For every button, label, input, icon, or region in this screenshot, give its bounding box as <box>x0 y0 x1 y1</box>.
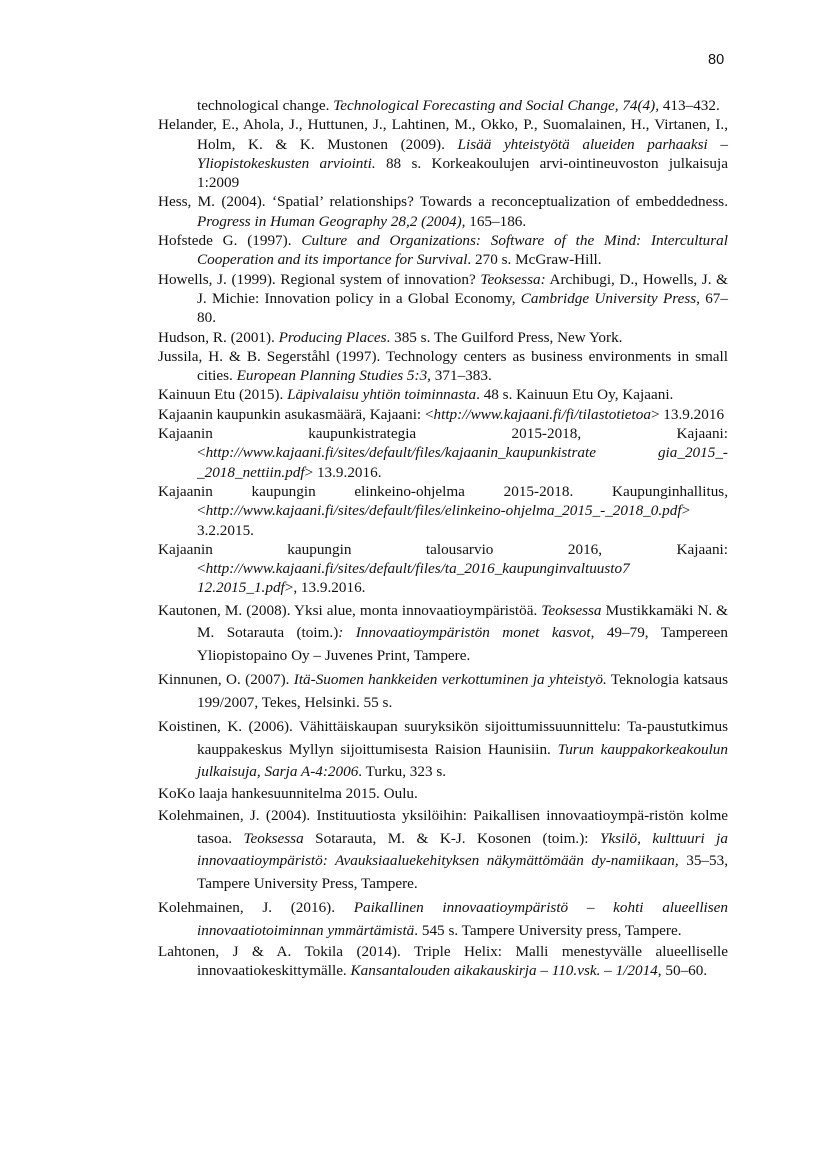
reference-italic-text: http://www.kajaani.fi/sites/default/files/elinkeino-ohjelma_2015_-_2018_0.pdf <box>205 502 682 520</box>
reference-text: Howells, J. (1999). Regional system of innovation? <box>158 270 481 288</box>
reference-italic-text: Culture and Organizations: Software of the Mind: Intercultural Cooperation and its importance for Survival <box>197 232 728 269</box>
reference-text: Kajaanin kaupunkin asukasmäärä, Kajaani: < <box>158 405 434 423</box>
reference-text: Kolehmainen, J. (2016). <box>158 899 354 917</box>
reference-entry <box>158 600 728 668</box>
reference-text: 165–186. <box>465 212 527 230</box>
reference-text: . 270 s. McGraw-Hill. <box>467 251 602 269</box>
reference-entry <box>158 405 728 424</box>
reference-entry <box>158 784 728 803</box>
reference-text: . 385 s. The Guilford Press, New York. <box>386 328 623 346</box>
reference-text: Jussila, H. & B. Segerståhl (1997). Technology centers as business environments in small cities. <box>158 347 728 385</box>
reference-text: Kautonen, M. (2008). Yksi alue, monta innovaatioympäristöä. <box>158 601 542 619</box>
reference-italic-text: Teoksessa: <box>480 270 546 288</box>
reference-entry <box>158 424 728 482</box>
reference-entry <box>158 385 728 404</box>
reference-text: , 50–60. <box>657 962 708 980</box>
reference-entry <box>158 96 728 115</box>
reference-text: 413–432. <box>659 97 720 114</box>
reference-entry <box>158 540 728 598</box>
reference-entry <box>158 270 728 328</box>
reference-text: Lahtonen, J & A. Tokila (2014). Triple Helix: Malli menestyvälle alueelliselle innovaatiokeskittymälle. <box>158 943 728 980</box>
reference-text: Teknologia katsaus 199/2007, Tekes, Helsinki. 55 s. <box>197 671 729 711</box>
reference-italic-text: Läpivalaisu yhtiön toiminnasta <box>287 386 477 404</box>
reference-italic-text: Yksilö, kulttuuri ja innovaatioympäristö: Avauksiaaluekehityksen näkymättömään dy-namiikaan, <box>197 829 728 870</box>
reference-italic-text: http://www.kajaani.fi/fi/tilastotietoa <box>433 405 651 423</box>
reference-italic-text: Teoksessa <box>541 601 602 619</box>
reference-entry <box>158 716 728 784</box>
reference-entry <box>158 805 728 895</box>
reference-list <box>158 96 728 981</box>
reference-italic-text: Technological Forecasting and Social Change, 74(4), <box>333 97 660 114</box>
reference-text: Hofstede G. (1997). <box>158 232 302 250</box>
reference-text: Kolehmainen, J. (2004). Instituutiosta yksilöihin: Paikallisen innovaatioympä-ristön kolme tasoa. <box>158 807 728 847</box>
reference-italic-text: http://www.kajaani.fi/sites/default/files/kajaanin_kaupunkistrate gia_2015_-_2018_nettiin.pdf <box>197 444 728 481</box>
reference-text: Mustikkamäki N. & M. Sotarauta (toim.) <box>197 601 728 642</box>
reference-italic-text: Paikallinen innovaatioympäristö – kohti alueellisen innovaatiotoiminnan ymmärtämistä <box>197 899 729 939</box>
reference-italic-text: Teoksessa <box>243 829 304 847</box>
reference-entry <box>158 669 728 714</box>
reference-text: 88 s. Korkeakoulujen arvi-ointineuvoston julkaisuja 1:2009 <box>197 154 728 192</box>
reference-text: Kinnunen, O. (2007). <box>158 671 294 689</box>
reference-text: 371–383. <box>430 367 492 385</box>
reference-italic-text: Cambridge University Press, <box>520 289 700 307</box>
reference-entry <box>158 115 728 192</box>
reference-italic-text: European Planning Studies 5:3, <box>236 367 431 385</box>
reference-text: Hudson, R. (2001). <box>158 328 279 346</box>
reference-entry <box>158 897 728 942</box>
reference-text: . 545 s. Tampere University press, Tampere. <box>414 921 682 939</box>
reference-italic-text: Progress in Human Geography 28,2 (2004), <box>197 212 466 230</box>
reference-text: technological change. <box>197 97 334 114</box>
reference-text: > 3.2.2015. <box>197 502 691 539</box>
reference-italic-text: Turun kauppakorkeakoulun julkaisuja, Sarja A-4:2006 <box>197 740 728 781</box>
reference-italic-text: : Innovaatioympäristön monet kasvot <box>338 624 591 642</box>
reference-text: . 48 s. Kainuun Etu Oy, Kajaani. <box>476 386 674 404</box>
reference-italic-text: Kansantalouden aikakauskirja – 110.vsk. – 1/2014 <box>350 962 658 980</box>
reference-text: > 13.9.2016. <box>304 463 382 481</box>
reference-italic-text: Itä-Suomen hankkeiden verkottuminen ja yhteistyö. <box>293 671 607 689</box>
reference-entry <box>158 942 728 981</box>
reference-entry <box>158 192 728 231</box>
reference-text: Kajaanin kaupunkistrategia 2015-2018, Kajaani: < <box>158 425 728 462</box>
reference-text: Kajaanin kaupungin elinkeino-ohjelma 2015-2018. Kaupunginhallitus, < <box>158 482 728 520</box>
reference-text: Kajaanin kaupungin talousarvio 2016, Kajaani: < <box>158 540 728 578</box>
reference-text: Hess, M. (2004). ‘Spatial’ relationships? Towards a reconceptualization of embeddedness. <box>158 193 728 211</box>
reference-text: Sotarauta, M. & K-J. Kosonen (toim.): <box>303 829 600 847</box>
reference-text: > 13.9.2016 <box>650 405 725 423</box>
page-number: 80 <box>708 52 725 68</box>
reference-entry <box>158 482 728 540</box>
reference-text: 67–80. <box>197 289 728 327</box>
reference-text: Koistinen, K. (2006). Vähittäiskaupan suuryksikön sijoittumissuunnittelu: Ta-paustutkimus kauppakeskus Myllyn sijoittumisesta Raision Haunisiin. <box>158 718 728 758</box>
reference-text: 35–53, Tampere University Press, Tampere. <box>197 852 728 892</box>
reference-italic-text: http://www.kajaani.fi/sites/default/files/ta_2016_kaupunginvaltuusto7 12.2015_1.pdf <box>197 560 630 597</box>
reference-text: . Turku, 323 s. <box>358 763 447 781</box>
reference-text: , 49–79, Tampereen Yliopistopaino Oy – Juvenes Print, Tampere. <box>197 624 728 664</box>
reference-text: KoKo laaja hankesuunnitelma 2015. Oulu. <box>158 784 418 802</box>
reference-entry <box>158 231 728 270</box>
reference-italic-text: Producing Places <box>278 328 387 346</box>
reference-italic-text: Lisää yhteistyötä alueiden parhaaksi – Yliopistokeskusten arviointi. <box>197 135 728 172</box>
reference-text: >, 13.9.2016. <box>284 579 366 597</box>
reference-text: Kainuun Etu (2015). <box>158 386 288 404</box>
reference-text: Archibugi, D., Howells, J. & J. Michie: Innovation policy in a Global Economy, <box>197 270 728 307</box>
reference-entry <box>158 328 728 347</box>
reference-text: Helander, E., Ahola, J., Huttunen, J., Lahtinen, M., Okko, P., Suomalainen, H., Virtanen, I., Holm, K. & K. Mustonen (2009). <box>158 116 728 153</box>
reference-entry <box>158 347 728 386</box>
